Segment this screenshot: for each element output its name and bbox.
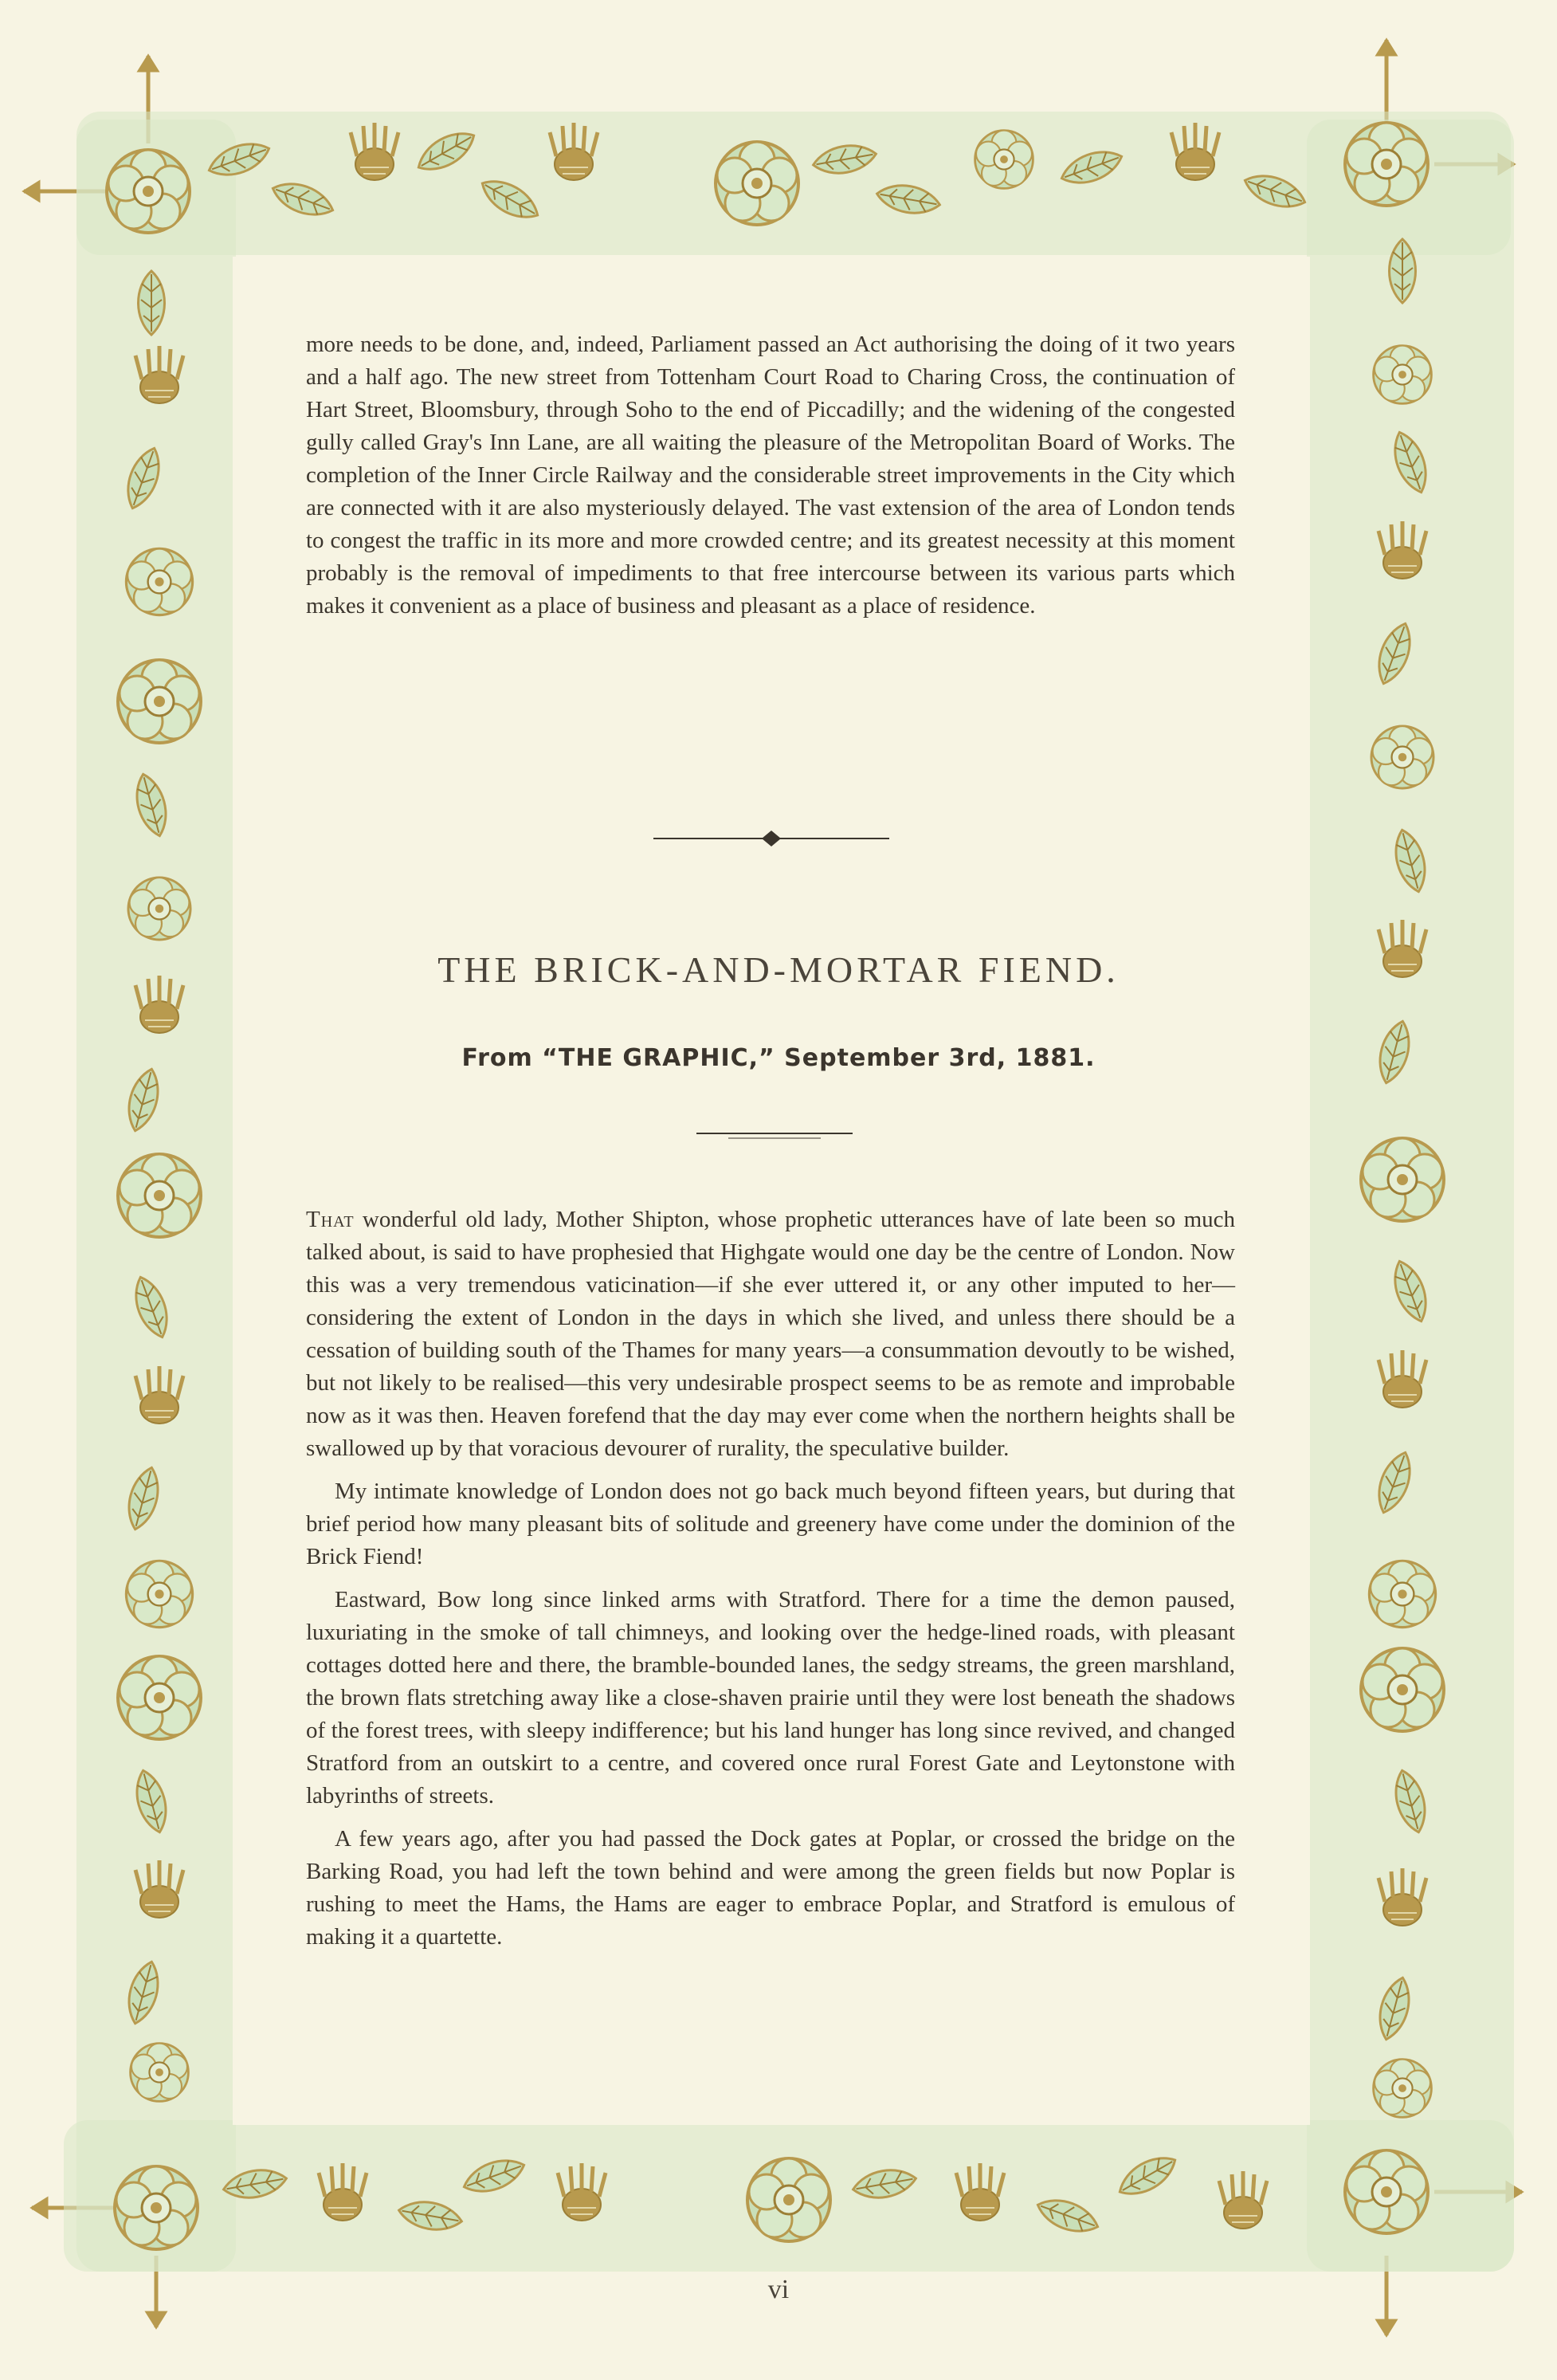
continued-paragraph [306, 328, 1235, 633]
paragraph-1-text: wonderful old lady, Mother Shipton, whose prophetic utterances have of late been so much talked about, is said to have prophesied that Highgate would one day be the centre of London. Now this was a very tremendous vaticination—if she ever uttered it, or any other imputed to her—considering the extent of London in the days in which she lived, and unless there should be a cessation of building south of the Thames for many years—a consummation devoutly to be wished, but not likely to be realised—this very undesirable prospect seems to be as remote and improbable now as it was then. Heaven forefend that the day may ever come when the northern heights shall be swallowed up by that voracious devourer of rurality, the speculative builder. [306, 1207, 1235, 1461]
page-number: vi [767, 2275, 790, 2304]
lead-word: That [306, 1207, 355, 1232]
paragraph-3: Eastward, Bow long since linked arms with Stratford. There for a time the demon paused, luxuriating in the smoke of tall chimneys, and looking over the hedge-lined roads, with pleasant cottages dotted here and there, the bramble-bounded lanes, the sedgy streams, the green marshland, the brown flats stretching away like a close-shaven prairie until they were lost beneath the shadows of the forest trees, with sleepy indifference; but his land hunger has long since revived, and changed Stratford from an outskirt to a centre, and covered once rural Forest Gate and Leytonstone with labyrinths of streets. [306, 1587, 1235, 1809]
title-rule [696, 1132, 853, 1140]
paragraph-1 [306, 1204, 1235, 1465]
article-source: From “THE GRAPHIC,” September 3rd, 1881. [461, 1044, 1096, 1072]
paragraph-2: My intimate knowledge of London does not go back much beyond fifteen years, but during that brief period how many pleasant bits of solitude and greenery have come under the dominion of the Brick Fiend! [306, 1479, 1235, 1569]
article-body [306, 1204, 1235, 1964]
article-title: THE BRICK-AND-MORTAR FIEND. [437, 949, 1120, 990]
section-divider-ornament [653, 829, 889, 848]
paragraph-4: A few years ago, after you had passed the Dock gates at Poplar, or crossed the bridge on the Barking Road, you had left the town behind and were among the green fields but now Poplar is rushing to meet the Hams, the Hams are eager to embrace Poplar, and Stratford is emulous of making it a quartette. [306, 1826, 1235, 1950]
upper-paragraph: more needs to be done, and, indeed, Parliament passed an Act authorising the doing of it two years and a half ago. The new street from Tottenham Court Road to Charing Cross, the continuation of Hart Street, Bloomsbury, through Soho to the end of Piccadilly; and the widening of the congested gully called Gray's Inn Lane, are all waiting the pleasure of the Metropolitan Board of Works. The completion of the Inner Circle Railway and the considerable street improvements in the City which are connected with it are also mysteriously delayed. The vast extension of the area of London tends to congest the traffic in its more and more crowded centre; and its greatest necessity at this moment probably is the removal of impediments to that free intercourse between its various parts which makes it convenient as a place of business and pleasant as a place of residence. [306, 332, 1235, 619]
